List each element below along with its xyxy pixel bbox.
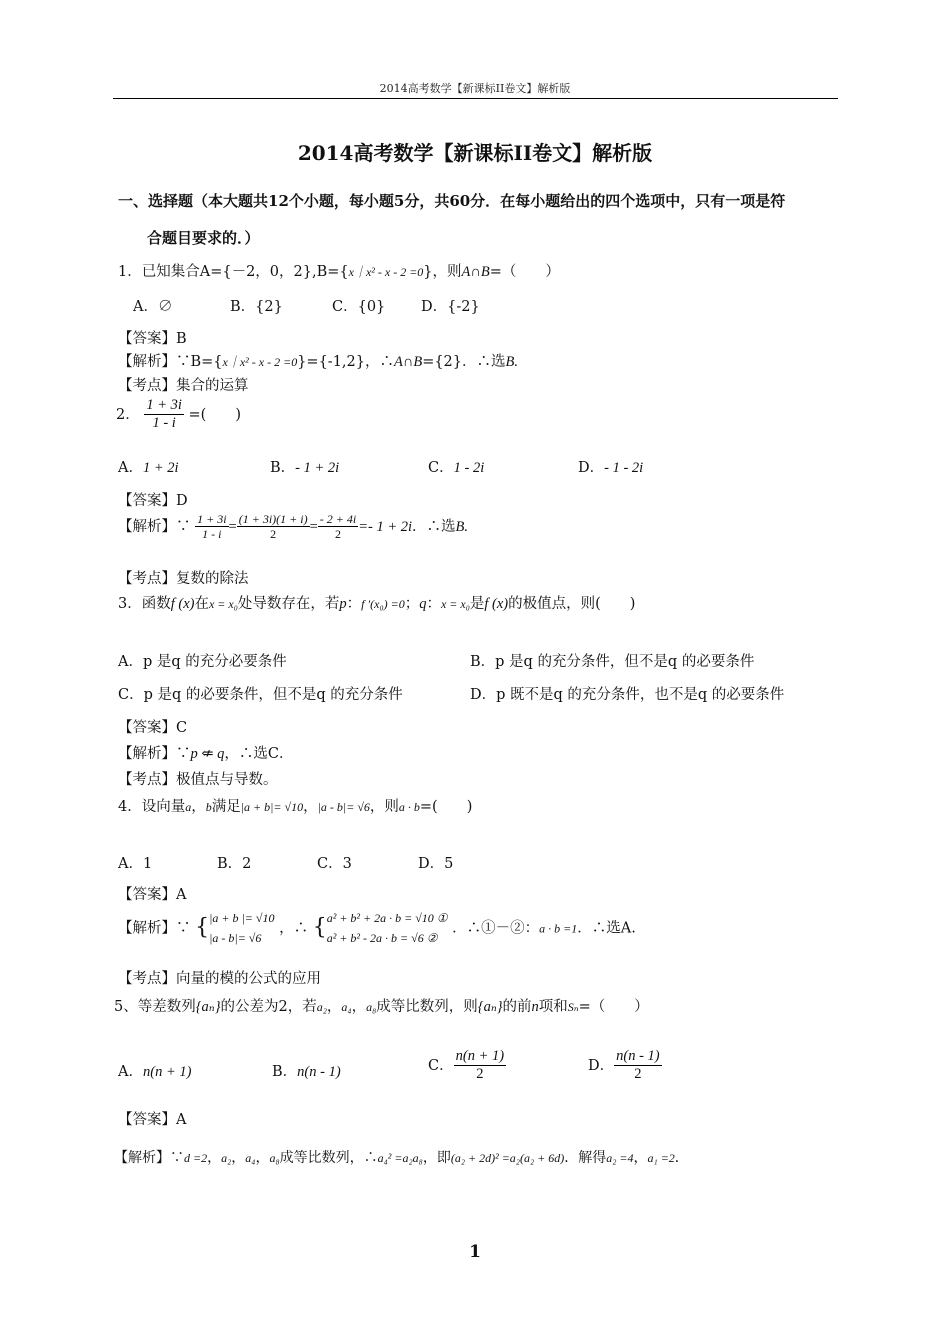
- q4-answer: [118, 883, 186, 904]
- q2-option-c: [428, 456, 484, 477]
- answer-label: 【答案】: [118, 493, 176, 509]
- analysis-label: 【解析】: [118, 920, 176, 937]
- q2-option-c-value: 1 - 2i: [453, 460, 485, 476]
- q3-colon-2: ：: [426, 596, 441, 612]
- q5-option-d: [588, 1048, 662, 1084]
- q5-text: 的公差为2，若: [220, 999, 317, 1015]
- answer-label: 【答案】: [118, 331, 176, 347]
- q3-q-condition: x = x₀: [440, 597, 470, 611]
- q2-fraction: [144, 397, 184, 433]
- q2-option-c-label: C．: [428, 460, 454, 476]
- q3-point: [118, 768, 278, 789]
- frac-den: 2: [476, 1066, 484, 1083]
- q2-analysis: 【解析】∵ $\frac{1 + 3i}{1 - i}$ = $\frac{(1 + 3i)(1 + i)}{2}$ = $\frac{- 2 + 4i}{2}$ =- 1 + 2i．∴选B.: [118, 512, 469, 542]
- q5-mid: ，即: [422, 1150, 451, 1166]
- q1-analysis-choice: B.: [505, 354, 518, 370]
- q2-option-b: [270, 456, 339, 477]
- q4-analysis: 【解析】∵ { |a + b |= √10 |a - b|= √6 ，∴ { a² + b² + 2a · b = √10 ① a² + b² - 2a · b = √6 ② ．∴①－②：a · b =1．∴选A.: [118, 908, 636, 949]
- q4-vector-a: a: [185, 800, 192, 814]
- q3-answer-value: C: [176, 720, 188, 736]
- q3-p-condition: f ′(x₀) =0: [361, 597, 405, 611]
- q4-point: [118, 967, 321, 988]
- comma: ，: [255, 1150, 270, 1166]
- q1-stem-end: =（ ）: [489, 264, 560, 280]
- q2-option-d-value: - 1 - 2i: [604, 460, 644, 476]
- page-number: 1: [469, 1242, 481, 1262]
- q3-number: 3．函数: [118, 596, 171, 612]
- q5-Sn: Sₙ: [567, 1000, 579, 1014]
- answer-label: 【答案】: [118, 720, 176, 736]
- q4-system-2: [327, 908, 448, 949]
- q3-point-value: 极值点与导数。: [176, 772, 278, 788]
- q5-option-a-label: A．: [118, 1064, 143, 1080]
- q2-option-b-value: - 1 + 2i: [295, 460, 340, 476]
- analysis-label: 【解析】: [114, 1150, 170, 1166]
- q1-analysis-text-d: ={2}．∴选: [422, 354, 506, 370]
- q4-system-1: [209, 908, 274, 949]
- q5-answer: [118, 1108, 186, 1129]
- q2-answer: [118, 489, 188, 510]
- q1-option-b: B．{2}: [230, 299, 283, 315]
- q3-at: 在: [194, 596, 209, 612]
- q4-stem: [118, 795, 472, 816]
- q1-analysis: [118, 350, 518, 371]
- q3-q: q: [419, 596, 427, 612]
- q3-is: 是: [469, 596, 485, 612]
- frac-den: 2: [634, 1066, 642, 1083]
- because: ∵: [176, 746, 191, 762]
- q2-option-a-label: A．: [118, 460, 143, 476]
- frac-num: n(n + 1): [454, 1048, 506, 1066]
- comma: ，: [207, 1150, 222, 1166]
- comma: ，: [351, 999, 367, 1015]
- q3-option-c: C．p 是q 的必要条件，但不是q 的充分条件: [118, 687, 403, 703]
- q5-n: n: [531, 999, 539, 1015]
- q3-option-d: D．p 既不是q 的充分条件，也不是q 的必要条件: [470, 687, 785, 703]
- q5-option-a: [118, 1060, 191, 1081]
- q3-analysis: [118, 742, 294, 763]
- q2-option-d-label: D．: [578, 460, 605, 476]
- analysis-label: 【解析】: [118, 746, 176, 762]
- frac-den: 1 - i: [202, 527, 222, 542]
- q3-fx: f (x): [170, 596, 195, 612]
- q4-point-value: 向量的模的公式的应用: [176, 971, 321, 987]
- frac-num: (1 + 3i)(1 + i): [238, 512, 308, 526]
- point-label: 【考点】: [118, 772, 176, 788]
- q3-x0: x = x₀: [208, 597, 238, 611]
- q5-option-c: [428, 1048, 506, 1084]
- q4-end: ．∴选A.: [577, 920, 636, 937]
- q2-analysis-frac-2: [237, 512, 310, 542]
- circle-two: ②: [426, 931, 438, 946]
- q2-analysis-frac-3: [318, 512, 358, 542]
- q2-answer-value: D: [176, 493, 188, 509]
- eq: |a - b|= √6: [209, 931, 262, 946]
- q5-analysis: [114, 1147, 689, 1167]
- q4-tail: =( ): [419, 799, 473, 815]
- q2-analysis-select: ．∴选: [412, 518, 456, 535]
- q3-stem: [118, 592, 635, 613]
- circle-one: ①: [436, 911, 448, 925]
- q4-dot-product: a · b: [398, 800, 420, 814]
- q5-solve: ．解得: [564, 1150, 607, 1166]
- q3-fx-2: f (x): [484, 596, 509, 612]
- q1-answer: [118, 327, 187, 348]
- frac-num: - 2 + 4i: [319, 512, 357, 526]
- q3-semicolon: ；: [404, 596, 420, 612]
- q2-point: [118, 567, 249, 588]
- q3-option-b: B．p 是q 的充分条件，但不是q 的必要条件: [470, 654, 755, 670]
- q5-answer-value: A: [176, 1112, 187, 1128]
- q1-analysis-text: ∵B={: [176, 354, 223, 370]
- comma: ，: [326, 999, 342, 1015]
- q4-satisfy: 满足: [211, 799, 241, 815]
- q3-text: 处导数存在，若: [237, 596, 340, 612]
- q5-option-d-frac: [614, 1048, 662, 1084]
- q5-number: 5、等差数列: [114, 999, 196, 1015]
- q1-option-a: A．∅: [133, 299, 173, 315]
- q4-result: a · b =1: [539, 921, 578, 936]
- q4-vector-b: b: [205, 800, 212, 814]
- q2-denominator: 1 - i: [152, 415, 176, 432]
- q4-number: 4．设向量: [118, 799, 186, 815]
- q3-text-end: 的极值点，则( ): [508, 596, 636, 612]
- q2-option-d: [578, 456, 643, 477]
- q4-cond-1: |a + b|= √10: [240, 800, 304, 814]
- q1-stem-text: 1．已知集合A={－2，0，2},B={: [118, 264, 349, 280]
- q5-d: d =2: [184, 1151, 208, 1165]
- q1-option-c: C．{0}: [332, 299, 386, 315]
- q3-relation: p ⇍ q: [190, 746, 225, 762]
- q4-option-b: B．2: [217, 856, 252, 872]
- q2-option-a-value: 1 + 2i: [142, 460, 179, 476]
- q2-option-b-label: B．: [270, 460, 296, 476]
- q3-analysis-end: ，∴选C．: [224, 746, 294, 762]
- q5-an-2: aₙ: [483, 999, 497, 1015]
- comma: ，: [231, 1150, 246, 1166]
- q2-point-value: 复数的除法: [176, 571, 249, 587]
- q5-a8: a₈: [269, 1151, 280, 1165]
- frac-den: 2: [335, 527, 341, 542]
- q2-number: 2．: [116, 406, 140, 423]
- section-heading-cont: 合题目要求的．）: [147, 229, 260, 247]
- point-label: 【考点】: [118, 378, 176, 394]
- frac-num: n(n - 1): [614, 1048, 662, 1066]
- q5-a4: a₄: [341, 1000, 352, 1014]
- point-label: 【考点】: [118, 571, 176, 587]
- section-heading: 一、选择题（本大题共12个小题，每小题5分，共60分．在每小题给出的四个选项中，只有一项是符: [118, 192, 786, 210]
- q4-option-c: C．3: [317, 856, 352, 872]
- q5-text: 成等比数列，∴: [279, 1150, 378, 1166]
- q5-eq-2: (a₂ + 2d)² =a₂(a₂ + 6d): [450, 1151, 565, 1165]
- q5-option-b-label: B．: [272, 1064, 298, 1080]
- q2-stem: [116, 397, 241, 433]
- q1-analysis-text-b: }={-1,2}，∴: [297, 354, 394, 370]
- q4-option-a: A．1: [118, 856, 153, 872]
- comma: ，: [303, 799, 318, 815]
- page-title: 2014高考数学【新课标II卷文】解析版: [297, 141, 653, 165]
- q1-answer-value: B: [176, 331, 187, 347]
- q5-a2: a₂: [221, 1151, 232, 1165]
- point-label: 【考点】: [118, 971, 176, 987]
- q2-analysis-choice: B.: [455, 518, 469, 535]
- because: ∵: [170, 1150, 184, 1166]
- therefore: ，∴: [279, 920, 309, 937]
- q1-stem-text-b: }，则: [423, 264, 462, 280]
- q5-option-c-label: C．: [428, 1057, 454, 1074]
- q5-option-b: [272, 1060, 341, 1081]
- eq: |a + b |= √10: [209, 911, 275, 925]
- q5-text-4: 项和: [538, 999, 568, 1015]
- q1-intersection: A∩B: [461, 264, 490, 280]
- q1-stem: [118, 260, 560, 281]
- q3-p: p: [339, 596, 347, 612]
- q4-cond-2: |a - b|= √6: [317, 800, 370, 814]
- q1-analysis-set: x｜x² - x - 2 =0: [222, 355, 298, 369]
- q1-point-value: 集合的运算: [176, 378, 249, 394]
- q4-step: ．∴①－②：: [452, 920, 540, 937]
- q5-result-1: a₂ =4: [606, 1151, 634, 1165]
- q1-set-expr: x｜x² - x - 2 =0: [348, 265, 424, 279]
- comma: ，: [191, 799, 206, 815]
- q5-option-a-value: n(n + 1): [142, 1064, 192, 1080]
- q3-option-a: A．p 是q 的充分必要条件: [118, 654, 287, 670]
- q5-an: aₙ: [201, 999, 215, 1015]
- q5-a4: a₄: [245, 1151, 256, 1165]
- comma: ，: [633, 1150, 648, 1166]
- q2-numerator: 1 + 3i: [144, 397, 184, 415]
- q2-analysis-frac-1: [195, 512, 228, 542]
- q5-a2: a₂: [316, 1000, 327, 1014]
- q5-option-b-value: n(n - 1): [297, 1064, 341, 1080]
- q5-tail: =（ ）: [578, 999, 649, 1015]
- frac-num: 1 + 3i: [197, 512, 227, 526]
- q5-text-2: 成等比数列，则: [376, 999, 478, 1015]
- answer-label: 【答案】: [118, 1112, 176, 1128]
- q2-tail: =( ): [188, 406, 241, 423]
- q5-eq-1: a₄² =a₂a₈: [377, 1151, 423, 1165]
- q1-point: [118, 374, 249, 395]
- eq: a² + b² - 2a · b = √6: [326, 931, 424, 946]
- q1-option-d: D．{-2}: [421, 299, 480, 315]
- period: ．: [674, 1150, 689, 1166]
- q3-colon: ：: [346, 596, 362, 612]
- eq: a² + b² + 2a · b = √10: [326, 911, 434, 925]
- q5-stem: 5、等差数列{aₙ}的公差为2，若a₂，a₄，a₈成等比数列，则{aₙ}的前n项和Sₙ=（ ）: [114, 999, 649, 1015]
- q5-result-2: a₁ =2: [647, 1151, 675, 1165]
- q5-option-d-label: D．: [588, 1057, 615, 1074]
- analysis-label: 【解析】: [118, 518, 176, 535]
- q1-analysis-intersection: A∩B: [394, 354, 423, 370]
- q2-option-a: [118, 456, 179, 477]
- running-header: 2014高考数学【新课标II卷文】解析版: [379, 82, 571, 95]
- q5-option-c-frac: [454, 1048, 506, 1084]
- header-rule: [113, 98, 838, 99]
- q4-answer-value: A: [176, 887, 187, 903]
- analysis-label: 【解析】: [118, 354, 176, 370]
- frac-den: 2: [270, 527, 277, 542]
- q2-analysis-result: =- 1 + 2i: [358, 518, 413, 535]
- q4-then: ，则: [369, 799, 399, 815]
- q5-text-3: 的前: [502, 999, 532, 1015]
- q5-a8: a₈: [366, 1000, 377, 1014]
- q3-answer: [118, 716, 187, 737]
- q4-option-d: D．5: [418, 856, 454, 872]
- answer-label: 【答案】: [118, 887, 176, 903]
